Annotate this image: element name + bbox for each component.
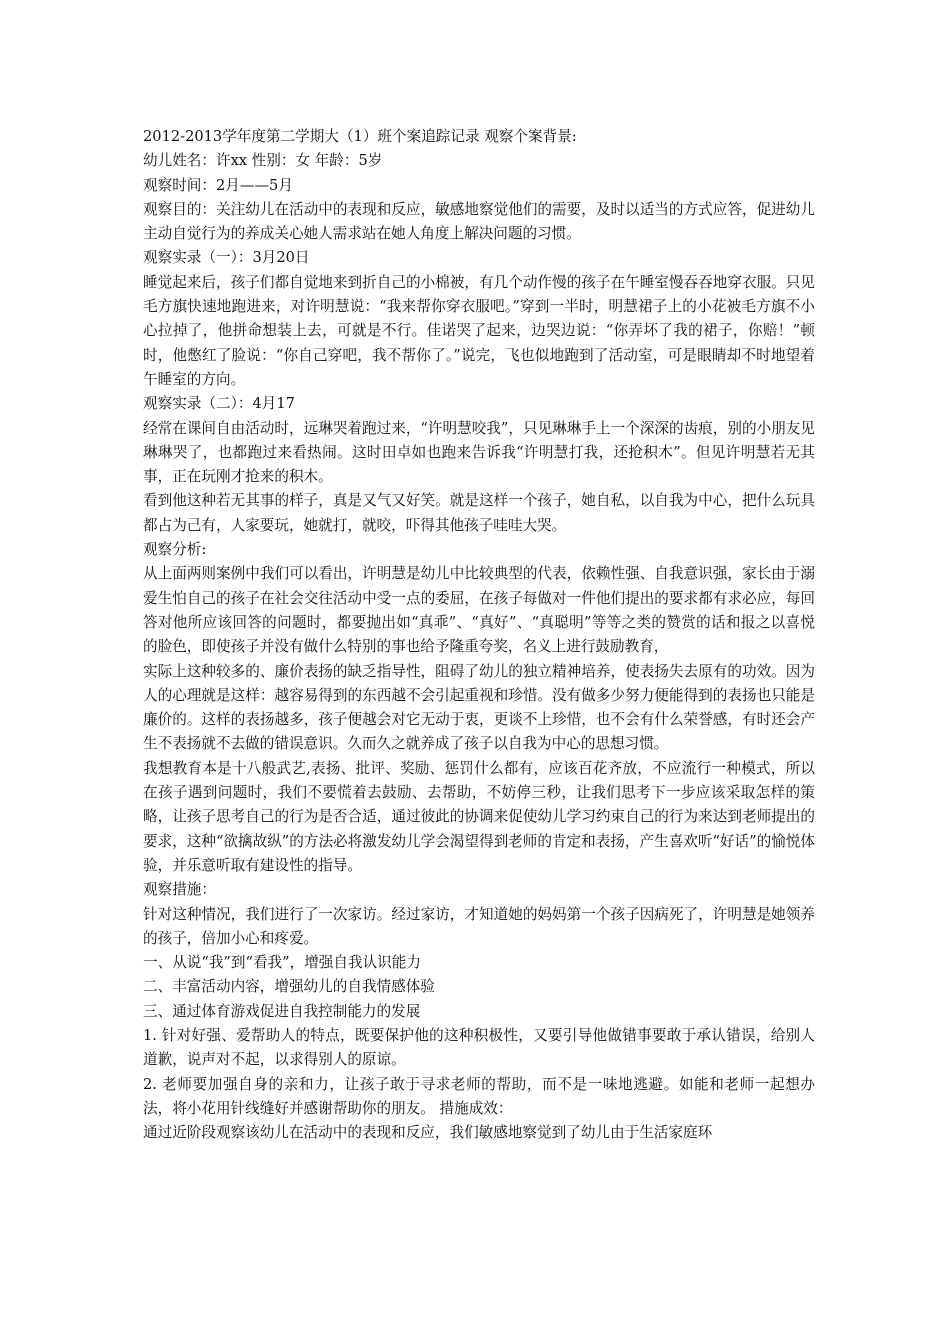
observation-period: 观察时间：2月——5月 [143, 176, 293, 194]
child-info: 幼儿姓名：许xx 性别：女 年龄：5岁 [143, 152, 383, 170]
record-one-text: 睡觉起来后，孩子们都自觉地来到折自己的小棉被，有几个动作慢的孩子在午睡室慢吞吞地穿衣服。只见毛方旗快速地跑进来，对许明慧说：“我来帮你穿衣服吧。”穿到一半时，明慧裙子上的小花被毛方旗不小心拉掉了，他拼命想装上去，可就是不行。佳诺哭了起来，边哭边说：“你弄坏了我的裙子，你赔！”顿时，他憋红了脸说：“你自己穿吧，我不帮你了。”说完，飞也似地跑到了活动室，可是眼睛却不时地望着午睡室的方向。 [143, 273, 815, 388]
measures-intro: 针对这种情况，我们进行了一次家访。经过家访，才知道她的妈妈第一个孩子因病死了，许明慧是她领养的孩子，倍加小心和疼爱。 [143, 905, 815, 947]
measure-point-1: 1. 针对好强、爱帮助人的特点，既要保护他的这种积极性，又要引导他做错事要敢于承认错误，给别人道歉，说声对不起，以求得别人的原谅。 [143, 1026, 815, 1069]
analysis-text-3: 我想教育本是十八般武艺,表扬、批评、奖励、惩罚什么都有，应该百花齐放，不应流行一种模式，所以在孩子遇到问题时，我们不要慌着去鼓励、去帮助，不妨停三秒，让我们思考下一步应该采取怎样的策略，让孩子思考自己的行为是否合适，通过彼此的协调来促使幼儿学习约束自己的行为来达到老师提出的要求，这种“欲擒故纵”的方法必将激发幼儿学会渴望得到老师的肯定和表扬，产生喜欢听“好话”的愉悦体验，并乐意听取有建设性的指导。 [143, 759, 815, 874]
outcome-text: 通过近阶段观察该幼儿在活动中的表现和反应，我们敏感地察觉到了幼儿由于生活家庭环 [143, 1124, 713, 1142]
document-body [143, 125, 815, 1145]
observation-purpose: 观察目的：关注幼儿在活动中的表现和反应，敏感地察觉他们的需要，及时以适当的方式应答，促进幼儿主动自觉行为的养成关心她人需求站在她人角度上解决问题的习惯。 [143, 200, 815, 243]
record-two-reflection: 看到他这种若无其事的样子，真是又气又好笑。就是这样一个孩子，她自私，以自我为中心，把什么玩具都占为己有，人家要玩，她就打，就咬，吓得其他孩子哇哇大哭。 [143, 492, 815, 534]
analysis-text-2: 实际上这种较多的、廉价表扬的缺乏指导性，阻碍了幼儿的独立精神培养，使表扬失去原有的功效。因为人的心理就是这样：越容易得到的东西越不会引起重视和珍惜。没有做多少努力便能得到的表扬也只能是廉价的。这样的表扬越多，孩子便越会对它无动于衷，更谈不上珍惜，也不会有什么荣誉感，有时还会产生不表扬就不去做的错误意识。久而久之就养成了孩子以自我为中心的思想习惯。 [143, 662, 815, 753]
measure-point-2: 2. 老师要加强自身的亲和力，让孩子敢于寻求老师的帮助，而不是一味地逃避。如能和老师一起想办法，将小花用针线缝好并感谢帮助你的朋友。 措施成效： [143, 1075, 815, 1117]
measure-item-3: 三、通过体育游戏促进自我控制能力的发展 [143, 1002, 421, 1020]
record-one-heading: 观察实录（一）：3月20日 [143, 249, 310, 267]
measures-heading: 观察措施： [143, 881, 216, 899]
analysis-heading: 观察分析: [143, 541, 207, 559]
record-two-text: 经常在课间自由活动时，远琳哭着跑过来，“许明慧咬我”，只见琳琳手上一个深深的齿痕，别的小朋友见琳琳哭了，也都跑过来看热闹。这时田卓如也跑来告诉我“许明慧打我，还抢积木”。但见许明慧若无其事，正在玩刚才抢来的积木。 [143, 419, 815, 486]
measure-item-1: 一、从说“我”到“看我”，增强自我认识能力 [143, 954, 421, 972]
measure-item-2: 二、丰富活动内容，增强幼儿的自我情感体验 [143, 978, 435, 996]
record-two-heading: 观察实录（二）：4月17 [143, 395, 295, 413]
document-title: 2012-2013学年度第二学期大（1）班个案追踪记录 观察个案背景: [143, 128, 577, 145]
analysis-text-1: 从上面两则案例中我们可以看出，许明慧是幼儿中比较典型的代表，依赖性强、自我意识强，家长由于溺爱生怕自己的孩子在社会交往活动中受一点的委屈，在孩子每做对一件他们提出的要求都有求必应，每回答对他所应该回答的问题时，都要抛出如“真乖”、“真好”、“真聪明”等等之类的赞赏的话和报之以喜悦的脸色，即使孩子并没有做什么特别的事也给予隆重夸奖，名义上进行鼓励教育， [143, 565, 815, 656]
